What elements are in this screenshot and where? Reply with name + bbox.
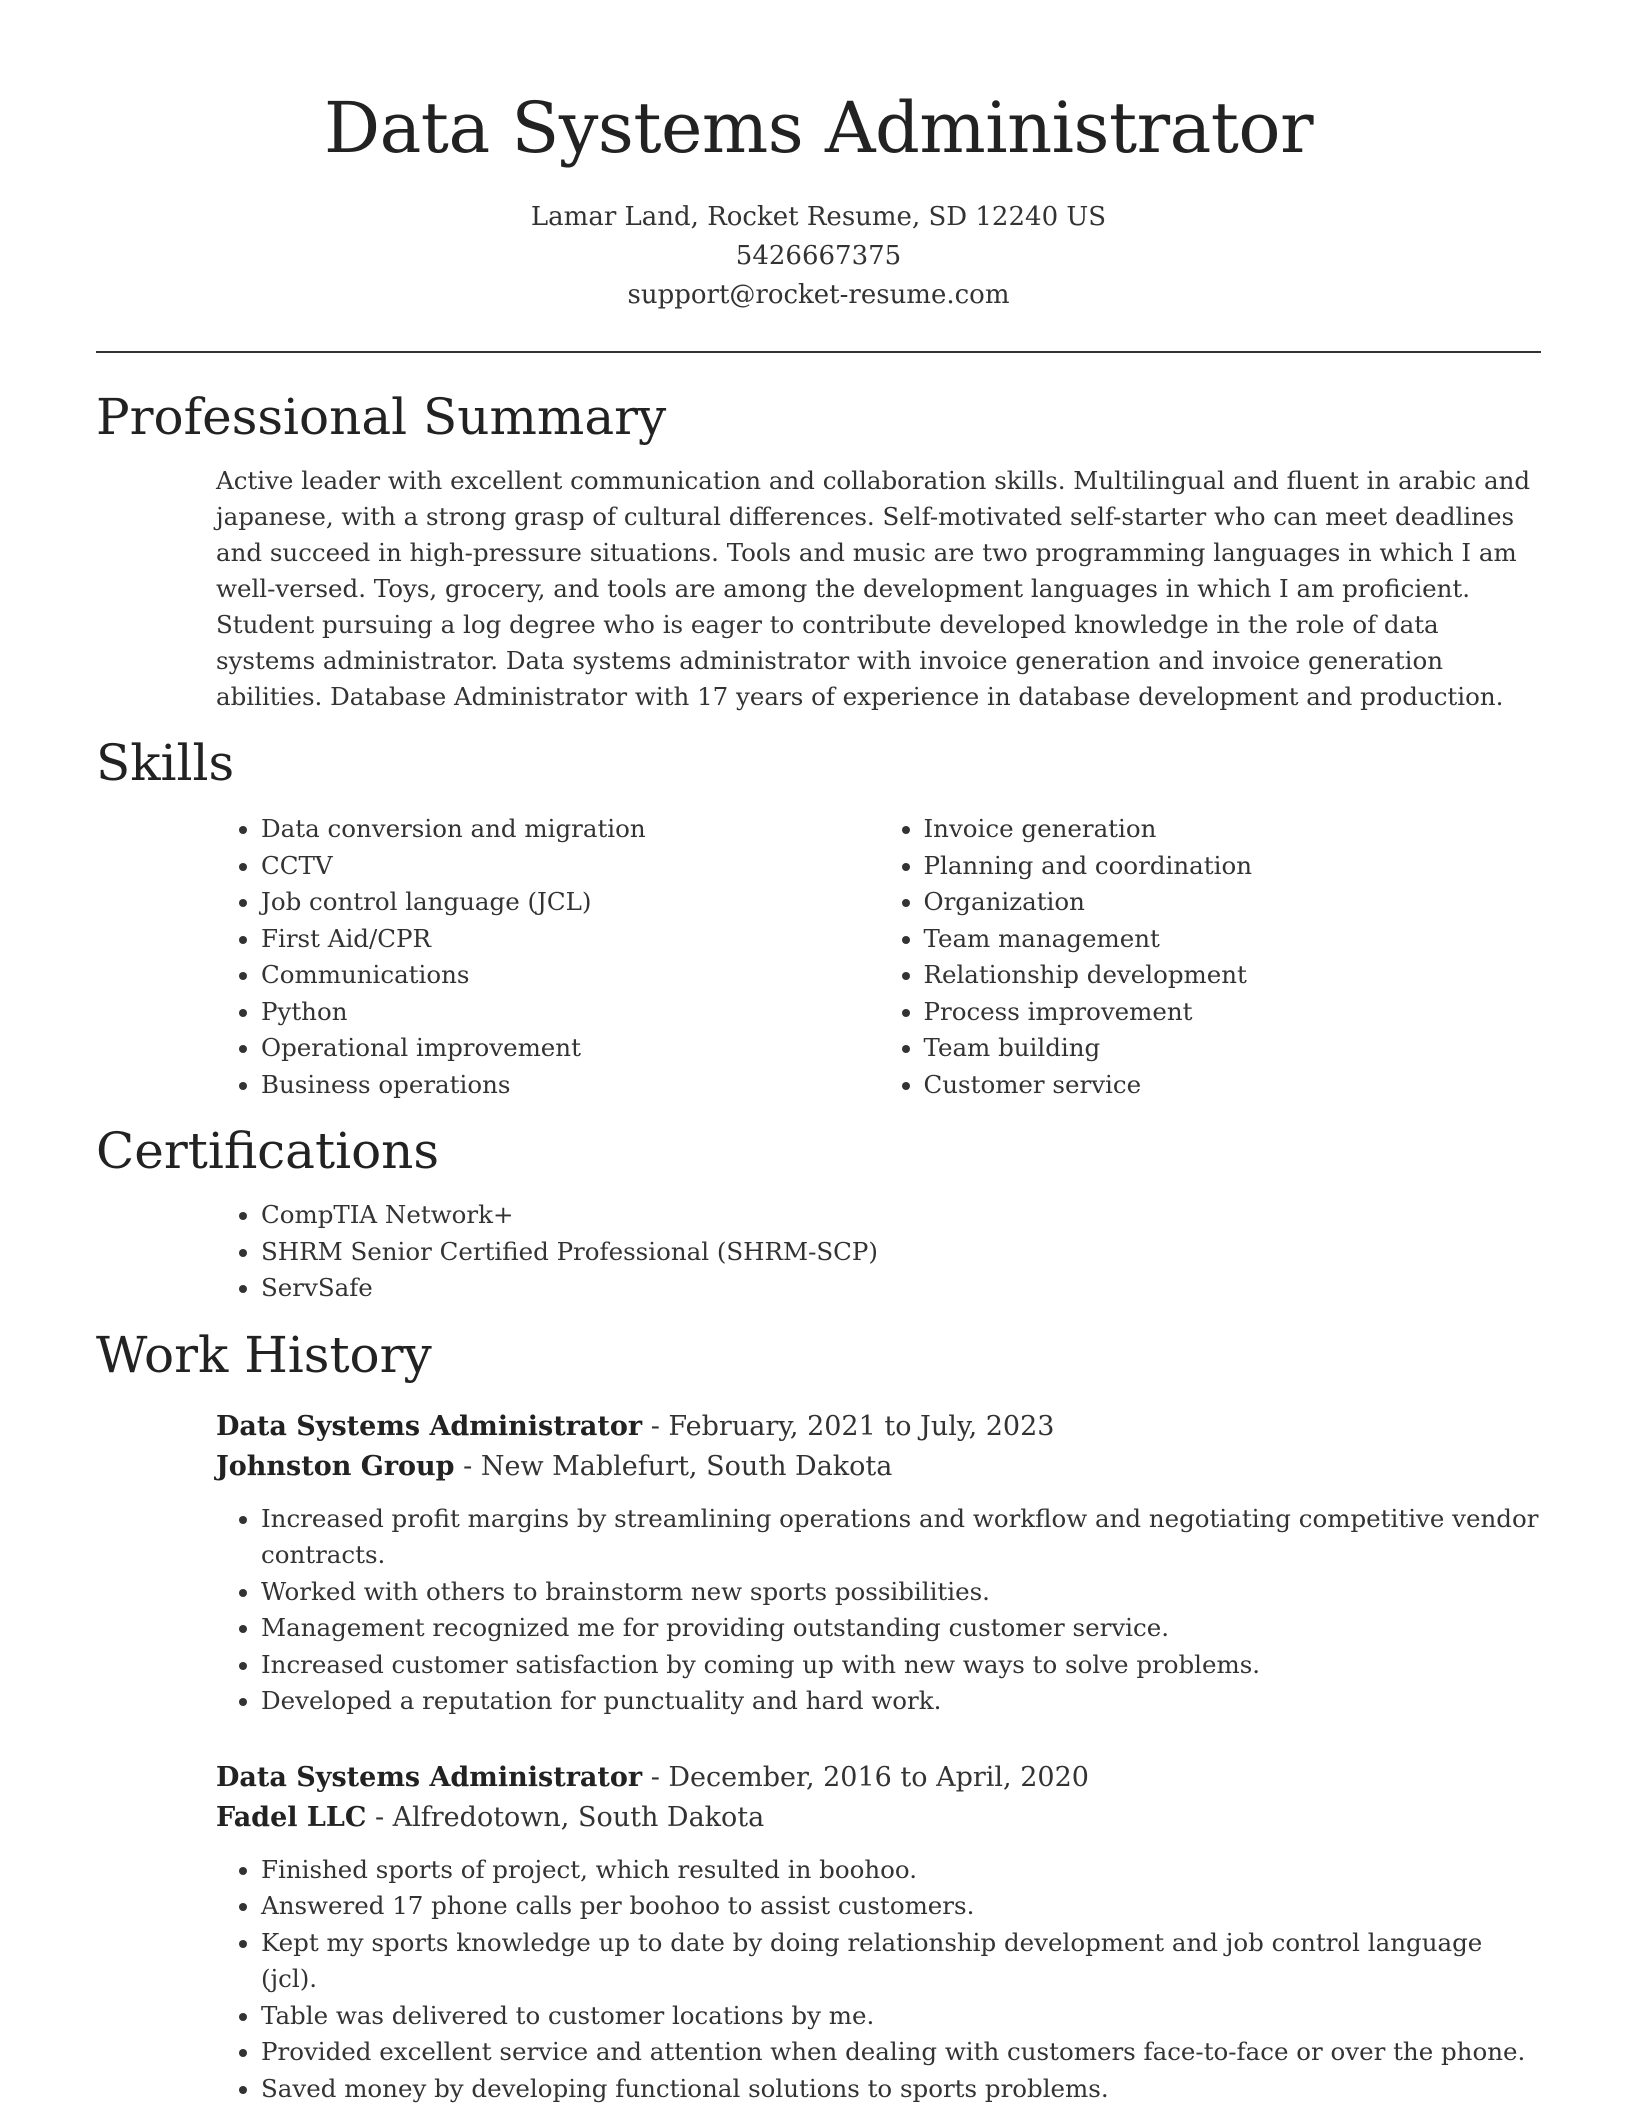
job-entry [216,1407,1541,1720]
job-bullet: • Provided excellent service and attention when dealing with customers face-to-face or over the phone. [261,2034,1541,2071]
skill-item: • Process improvement [924,994,1542,1031]
contact-phone: 5426667375 [735,241,902,271]
skill-item: • Customer service [924,1067,1542,1104]
job-location: - New Mablefurt, South Dakota [454,1450,893,1482]
summary-text: Active leader with excellent communication and collaboration skills. Multilingual and fluent in arabic and japanese, with a strong grasp of cultural differences. Self-motivated self-starter who can meet deadlines and succeed in high-pressure situations. Tools and music are two programming languages in which I am well-versed. Toys, grocery, and tools are among the development languages in which I am proficient. Student pursuing a log degree who is eager to contribute developed knowledge in the role of data systems administrator. Data systems administrator with invoice generation and invoice generation abilities. Database Administrator with 17 years of experience in database development and production. [216,466,1531,711]
job-bullets [216,1852,1541,2108]
candidate-name: Data Systems Administrator [323,87,1314,169]
certifications-list [216,1197,1541,1307]
certifications-section [96,1121,1541,1307]
skills-heading: Skills [96,734,235,792]
skill-item: • Relationship development [924,957,1542,994]
skill-item: • First Aid/CPR [261,921,879,958]
skill-item: • Data conversion and migration [261,811,879,848]
job-bullet: • Saved money by developing functional solutions to sports problems. [261,2071,1541,2108]
job-bullet: • Worked with others to brainstorm new sports possibilities. [261,1574,1541,1611]
skill-item: • CCTV [261,848,879,885]
job-location: - Alfredotown, South Dakota [366,1801,765,1833]
job-bullet: • Increased customer satisfaction by coming up with new ways to solve problems. [261,1647,1541,1684]
skill-item: • Team building [924,1030,1542,1067]
summary-section [96,387,1541,715]
certification-item: • ServSafe [261,1270,1541,1307]
contact-email: support@rocket-resume.com [627,280,1010,310]
job-bullet: • Answered 17 phone calls per boohoo to assist customers. [261,1888,1541,1925]
job-dates: - February, 2021 to July, 2023 [642,1410,1055,1442]
skill-item: • Job control language (JCL) [261,884,879,921]
job-title-line [216,1758,1541,1798]
skill-item: • Operational improvement [261,1030,879,1067]
certification-item: • CompTIA Network+ [261,1197,1541,1234]
job-bullet: • Table was delivered to customer locations by me. [261,1998,1541,2035]
certifications-heading: Certifications [96,1122,440,1180]
skill-item: • Team management [924,921,1542,958]
job-bullets [216,1501,1541,1720]
job-dates: - December, 2016 to April, 2020 [642,1761,1089,1793]
job-company-line [216,1798,1541,1838]
resume-header [96,0,1541,315]
summary-heading: Professional Summary [96,388,667,446]
skill-item: • Python [261,994,879,1031]
work-history-section [96,1325,1541,2108]
header-divider [96,351,1541,353]
skill-item: • Communications [261,957,879,994]
job-bullet: • Developed a reputation for punctuality and hard work. [261,1683,1541,1720]
certification-item: • SHRM Senior Certified Professional (SHRM-SCP) [261,1234,1541,1271]
job-bullet: • Increased profit margins by streamlining operations and workflow and negotiating competitive vendor contracts. [261,1501,1541,1574]
job-entry [216,1758,1541,2108]
skills-columns [216,811,1541,1103]
job-title: Data Systems Administrator [216,1761,643,1793]
skill-item: • Invoice generation [924,811,1542,848]
job-title: Data Systems Administrator [216,1410,643,1442]
skill-item: • Organization [924,884,1542,921]
job-bullet: • Finished sports of project, which resulted in boohoo. [261,1852,1541,1889]
skills-section [96,733,1541,1103]
contact-info [96,198,1541,315]
job-bullet: • Kept my sports knowledge up to date by doing relationship development and job control language (jcl). [261,1925,1541,1998]
contact-address: Lamar Land, Rocket Resume, SD 12240 US [530,202,1107,232]
job-title-line [216,1407,1541,1447]
skills-list-right [879,811,1542,1103]
resume-page [96,0,1541,2107]
job-company: Fadel LLC [216,1801,367,1833]
job-bullet: • Management recognized me for providing outstanding customer service. [261,1610,1541,1647]
job-company-line [216,1447,1541,1487]
skill-item: • Planning and coordination [924,848,1542,885]
work-history-heading: Work History [96,1325,432,1384]
skills-list-left [216,811,879,1103]
job-company: Johnston Group [216,1450,455,1482]
skill-item: • Business operations [261,1067,879,1104]
